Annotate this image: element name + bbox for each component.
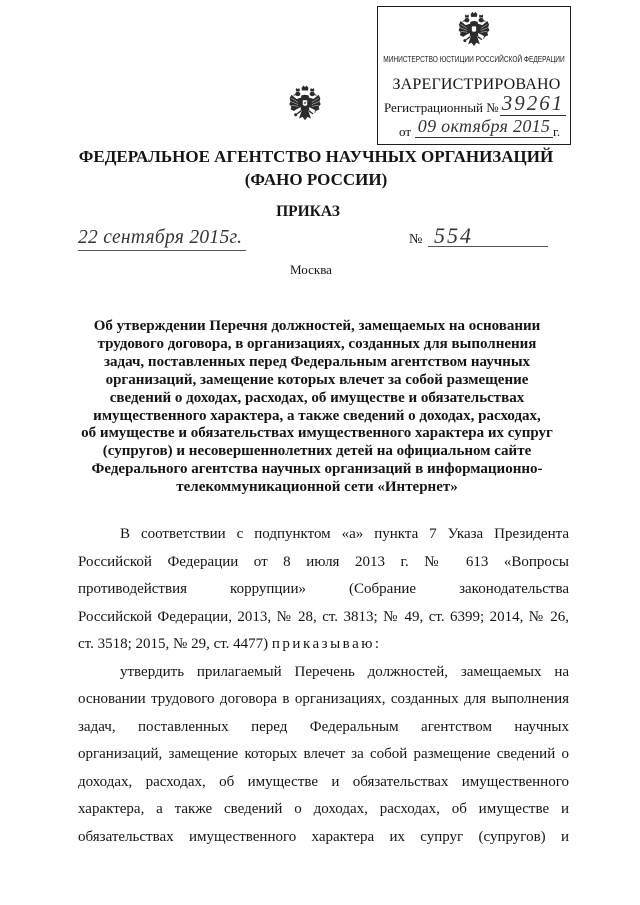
order-title-line: (супругов) и несовершеннолетних детей на официальном сайте [102,443,532,460]
order-title-line: Федерального агентства научных организаций в информационно- [91,461,543,478]
ministry-emblem-icon [456,11,492,51]
agency-short-name: (ФАНО РОССИИ) [244,170,388,189]
order-title-line: трудового договора, в организациях, созданных для выполнения [97,335,537,352]
order-title-line: Об утверждении Перечня должностей, замещаемых на основании [93,318,541,334]
order-title-line: имущественного характера, а также сведений о доходах, расходах, [93,407,541,424]
body-line: утвердить прилагаемый Перечень должностей, замещаемых на [120,663,569,680]
city: Москва [290,262,332,277]
order-verb: приказываю: [271,636,382,652]
order-date: 22 сентября 2015г. [78,226,246,251]
stamp-reg-number: 39261 [501,91,565,115]
body-line: Российской Федерации, 2013, № 28, ст. 3813; № 49, ст. 6399; 2014, № 26, [78,608,569,625]
registration-stamp [377,6,571,145]
body-line: доходах, расходах, об имуществе и обязательствах имущественного [78,773,569,790]
body-line: задач, поставленных перед Федеральным агентством научных [78,718,569,735]
coat-of-arms-icon [288,82,322,128]
stamp-reg-number-label: Регистрационный № [384,100,499,115]
order-body [78,521,569,851]
order-title [60,318,574,497]
order-title-line: об имуществе и обязательствах имущественного характера их супруг [81,425,553,442]
order-number-label: № [409,232,423,247]
order-title-line: организаций, замещение которых влечет за собой размещение [105,371,529,388]
body-line-last [78,631,569,659]
body-line: В соответствии с подпунктом «а» пункта 7 Указа Президента [120,526,569,542]
body-line: противодействия коррупции» (Собрание законодательства [78,581,569,597]
body-line: Российской Федерации от 8 июля 2013 г. № 613 «Вопросы [78,553,569,570]
agency-name: ФЕДЕРАЛЬНОЕ АГЕНТСТВО НАУЧНЫХ ОРГАНИЗАЦИЙ [78,147,554,166]
order-title-line: задач, поставленных перед Федеральным агентством научных [103,353,531,370]
paragraph-preamble [78,521,569,659]
document-type: ПРИКАЗ [276,203,340,220]
body-line-text: ст. 3518; 2015, № 29, ст. 4477) [78,636,269,652]
stamp-date: 09 октября 2015 [415,115,553,138]
order-title-line: телекоммуникационной сети «Интернет» [176,479,458,496]
stamp-ministry-name: МИНИСТЕРСТВО ЮСТИЦИИ РОССИЙСКОЙ ФЕДЕРАЦИИ [383,55,565,64]
order-number: 554 [428,225,548,247]
stamp-date-suffix: г. [553,124,561,139]
body-line: обязательствах имущественного характера их супруг (супругов) и [78,828,569,845]
order-title-line: сведений о доходах, расходах, об имуществе и обязательствах [109,389,525,406]
stamp-date-prefix: от [399,124,412,139]
stamp-status: ЗАРЕГИСТРИРОВАНО [392,76,561,93]
body-line: основании трудового договора в организациях, созданных для выполнения [78,691,569,707]
body-line: характера, а также сведений о доходах, расходах, об имуществе и [78,801,569,817]
paragraph-resolution [78,659,569,852]
body-line: организаций, замещение которых влечет за собой размещение сведений о [78,746,569,762]
